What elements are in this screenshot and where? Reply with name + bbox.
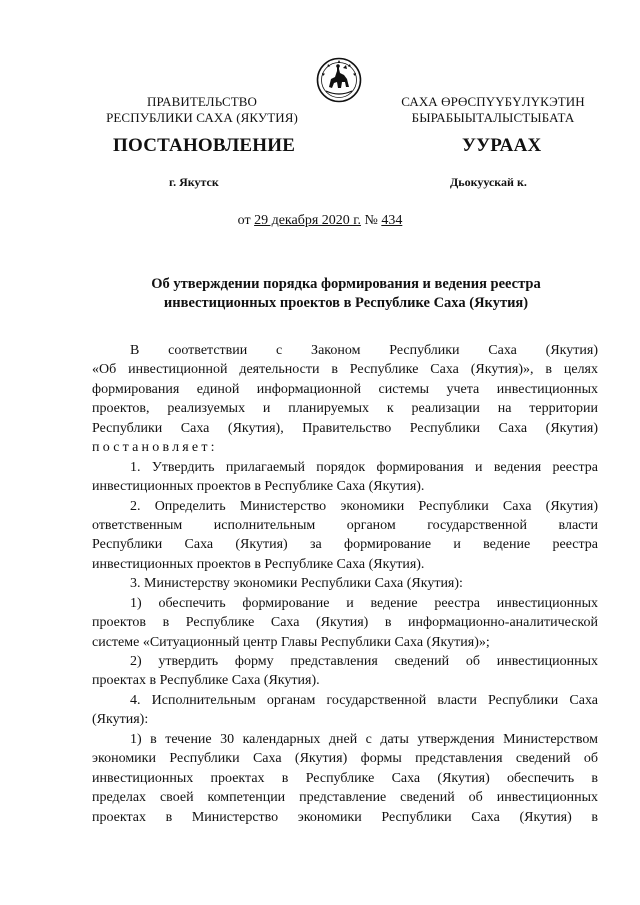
body-line: инвестиционных проектах в Республике Саха (Якутия) обеспечить в — [92, 770, 598, 786]
government-name-line: ПРАВИТЕЛЬСТВО — [146, 94, 258, 109]
document-number: 434 — [381, 213, 403, 228]
body-line: (Якутия): — [92, 712, 149, 728]
subject-line: Об утверждении порядка формирования и ведения реестра — [151, 276, 541, 292]
body-line: экономики Республики Саха (Якутия) формы представления сведений об — [92, 751, 598, 767]
government-name-line: РЕСПУБЛИКИ САХА (ЯКУТИЯ) — [106, 110, 298, 125]
government-name-sakha — [384, 94, 602, 126]
body-line: инвестиционных проектов в Республике Саха (Якутия). — [92, 479, 425, 495]
city-russian: г. Якутск — [169, 175, 219, 189]
sakha-coat-of-arms-icon — [316, 57, 362, 103]
dateline-prefix: от — [237, 213, 251, 228]
body-line: «Об инвестиционной деятельности в Республике Саха (Якутия)», в целях — [92, 362, 598, 378]
document-dateline — [0, 213, 640, 229]
document-type-russian: ПОСТАНОВЛЕНИЕ — [113, 135, 296, 156]
body-line: В соответствии с Законом Республики Саха (Якутия) — [130, 343, 598, 358]
body-line: Республики Саха (Якутия), Правительство Республики Саха (Якутия) — [92, 420, 598, 436]
body-line: проектов в Республике Саха (Якутия) в информационно-аналитической — [92, 615, 598, 631]
subject-line: инвестиционных проектов в Республике Саха (Якутия) — [163, 295, 529, 311]
city-sakha: Дьокуускай к. — [450, 175, 527, 189]
government-name-russian — [92, 94, 312, 126]
body-line: проектах в Республике Саха (Якутия). — [92, 673, 320, 689]
body-line: 4. Исполнительным органам государственной власти Республики Саха — [130, 692, 598, 708]
government-name-line: САХА ӨРӨСПҮҮБҮЛҮКЭТИН — [401, 94, 585, 109]
body-line: проектах в Министерство экономики Республики Саха (Якутия) в — [92, 809, 598, 825]
government-name-line: БЫРАБЫЫТАЛЫСТЫБАТА — [411, 110, 575, 125]
body-line: Республики Саха (Якутия) за формирование и ведение реестра — [92, 537, 598, 553]
body-line: 1. Утвердить прилагаемый порядок формирования и ведения реестра — [130, 459, 598, 475]
number-sign: № — [364, 213, 378, 228]
body-line: 2) утвердить форму представления сведений об инвестиционных — [130, 654, 598, 669]
body-line: проектов, реализуемых и планируемых к реализации на территории — [92, 401, 598, 417]
body-line: 1) в течение 30 календарных дней с даты утверждения Министерством — [130, 731, 598, 747]
body-line: 2. Определить Министерство экономики Республики Саха (Якутия) — [130, 498, 598, 514]
body-line: 3. Министерству экономики Республики Саха (Якутия): — [130, 576, 463, 592]
document-body — [92, 341, 598, 827]
document-subject — [92, 275, 600, 313]
body-line: пределах своей компетенции представление сведений об инвестиционных — [92, 790, 598, 806]
body-line: инвестиционных проектов в Республике Саха (Якутия). — [92, 556, 425, 572]
body-line: постановляет: — [92, 440, 218, 456]
body-line: ответственным исполнительным органом государственной власти — [92, 517, 598, 533]
body-line: 1) обеспечить формирование и ведение реестра инвестиционных — [130, 595, 598, 611]
body-line: формирования единой информационной системы учета инвестиционных — [92, 381, 598, 397]
document-date: 29 декабря 2020 г. — [254, 213, 361, 228]
document-type-sakha: УУРААХ — [462, 135, 542, 156]
body-line: системе «Ситуационный центр Главы Республики Саха (Якутия)»; — [92, 634, 490, 650]
